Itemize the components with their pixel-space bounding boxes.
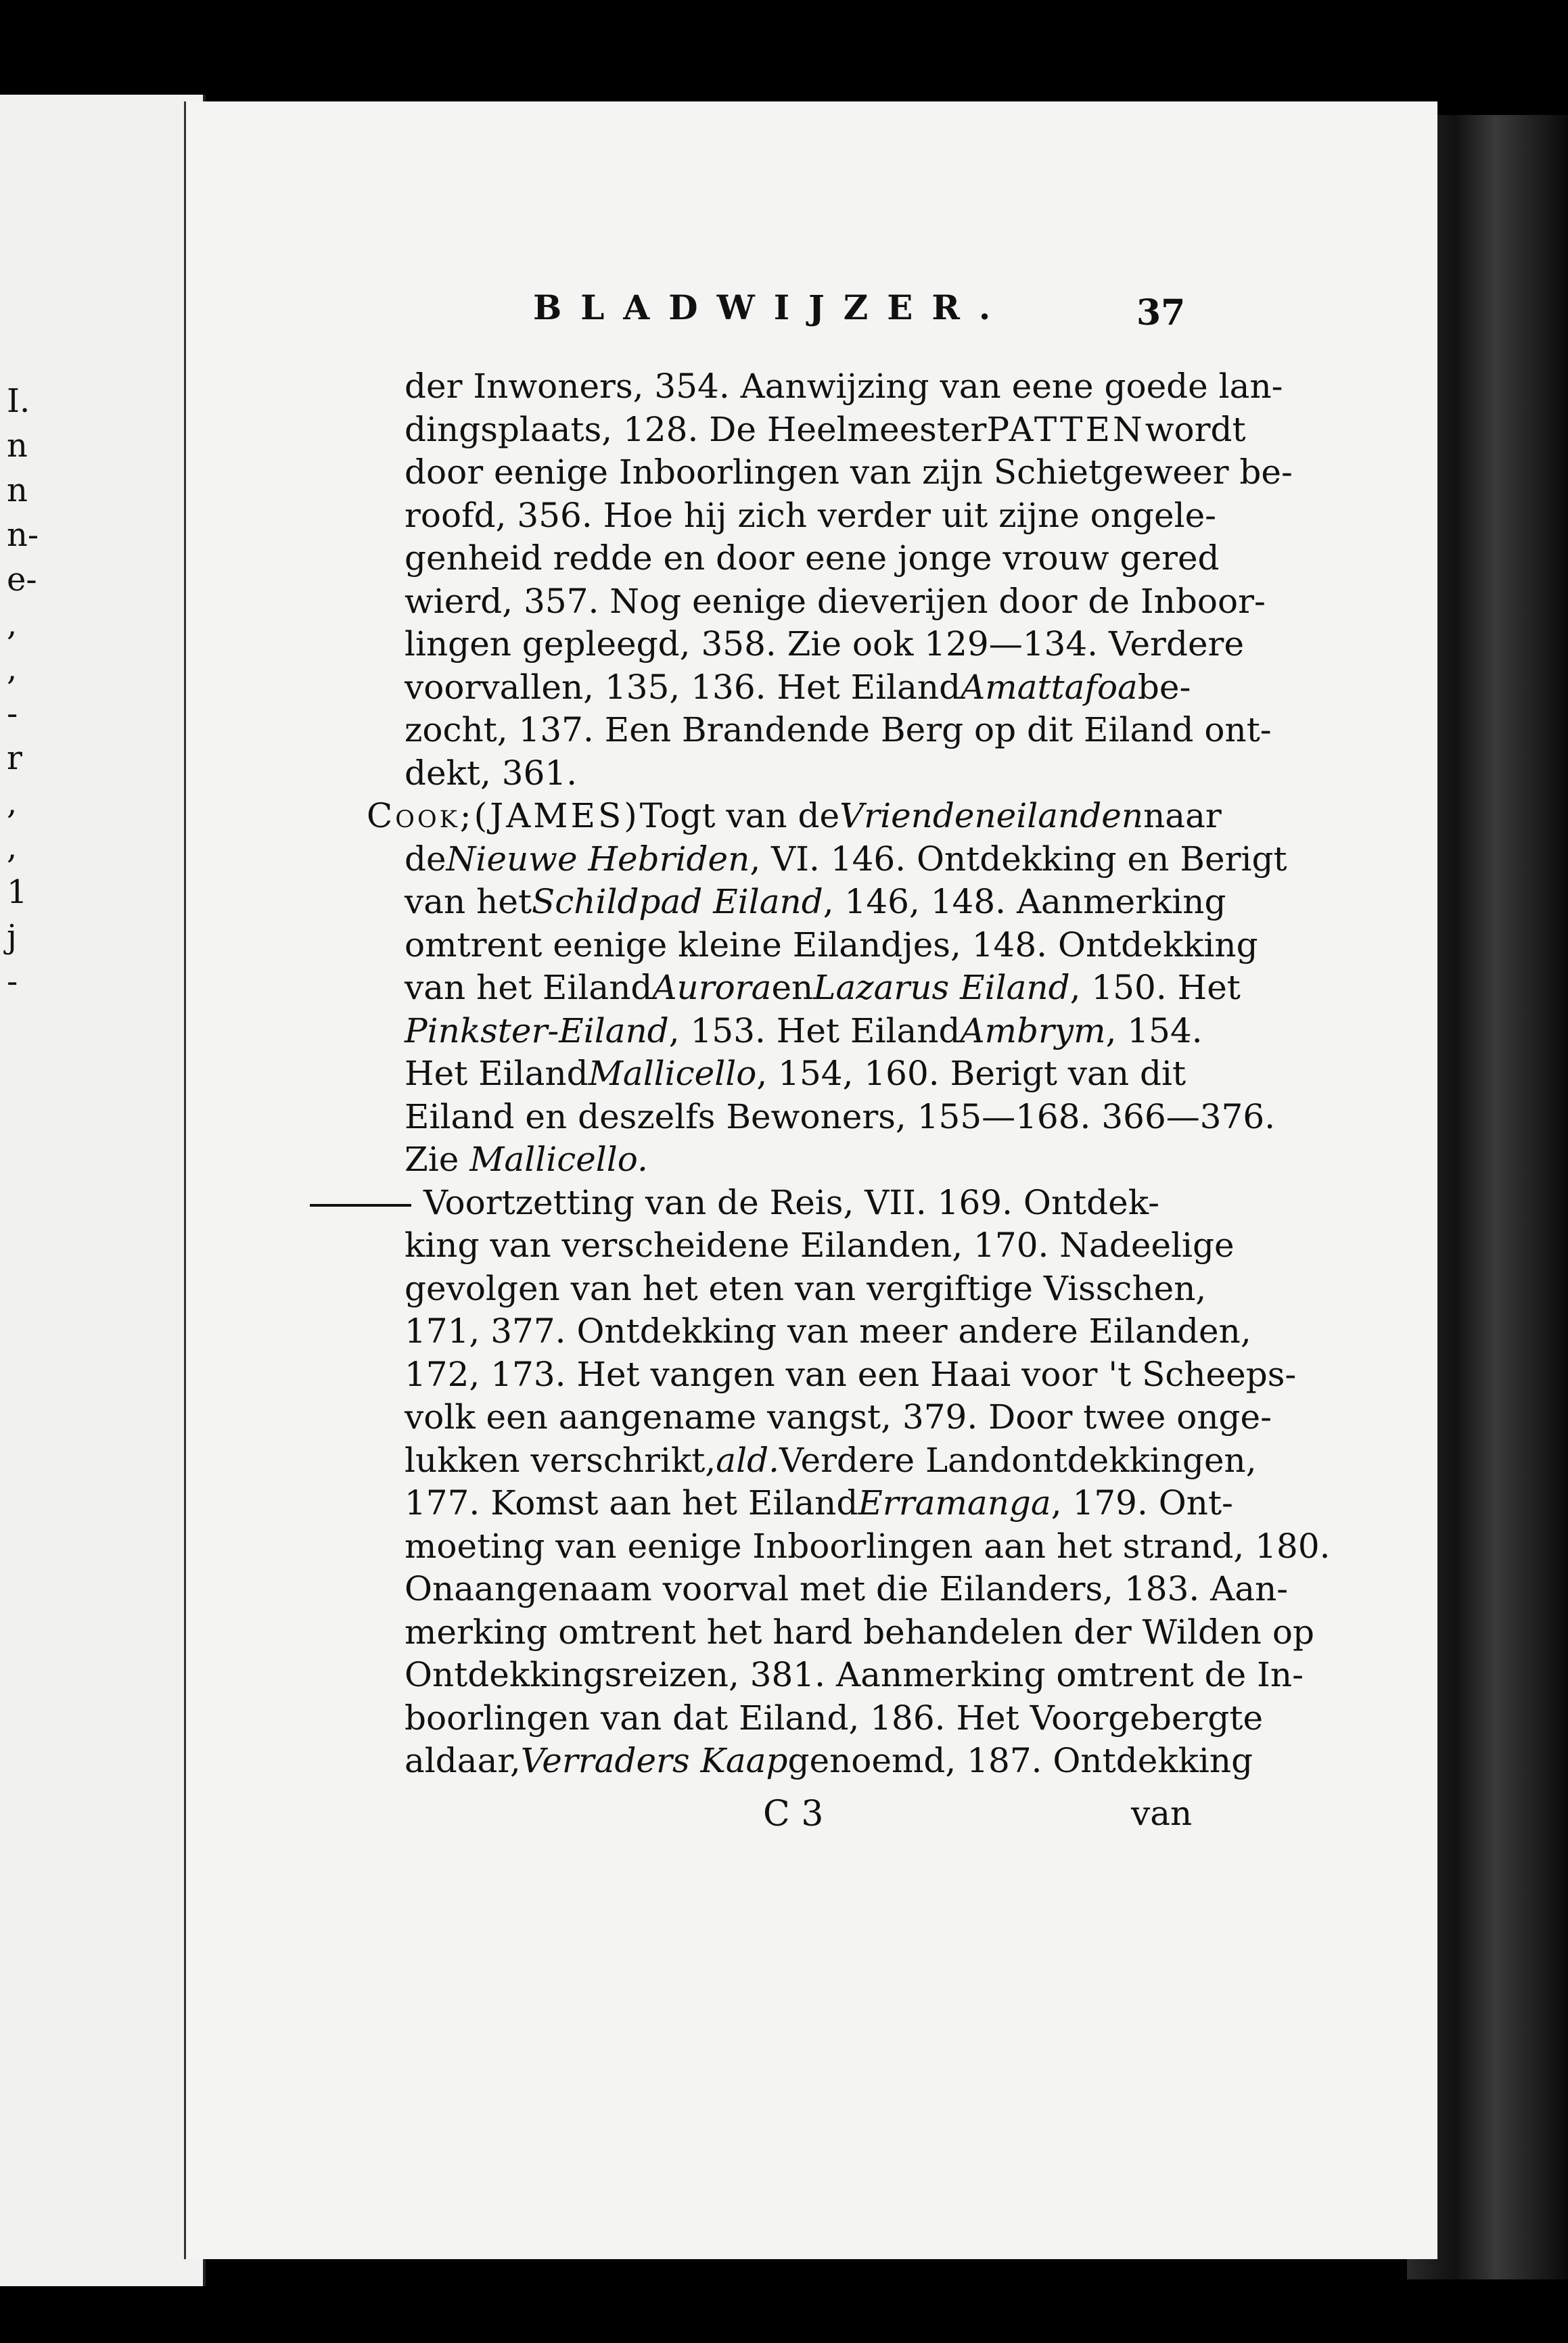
text-line — [405, 451, 1293, 494]
name-smallcaps: PATTEN — [986, 409, 1145, 449]
text-line — [405, 924, 1258, 967]
place-name-italic: Pinkster-Eiland — [405, 1011, 669, 1050]
text-line — [405, 1654, 1304, 1697]
line-text: wordt — [1145, 409, 1246, 449]
line-text: lingen gepleegd, 358. Zie ook 129—134. Verdere — [405, 624, 1245, 664]
previous-page-text-fragments — [7, 379, 39, 1004]
text-line — [405, 1568, 1289, 1611]
text-line — [405, 1096, 1276, 1139]
text-line — [405, 1310, 1251, 1353]
line-text: omtrent eenige kleine Eilandjes, 148. Ontdekking — [405, 925, 1258, 965]
line-text: door eenige Inboorlingen van zijn Schietgeweer be- — [405, 453, 1293, 492]
place-name-italic: Amattafoa — [961, 667, 1138, 707]
line-text: king van verscheidene Eilanden, 170. Nadeelige — [405, 1226, 1235, 1265]
line-text: lukken verschrikt, — [405, 1440, 716, 1480]
line-text: aldaar, — [405, 1741, 521, 1780]
text-line — [405, 409, 1246, 452]
line-text: 172, 173. Het vangen van een Haai voor 't Scheeps- — [405, 1354, 1297, 1394]
line-text: wierd, 357. Nog eenige dieverijen door de Inboor- — [405, 581, 1266, 621]
line-text: van het Eiland — [405, 968, 653, 1007]
place-name-italic: Mallicello. — [469, 1140, 648, 1179]
line-text: van het — [405, 882, 532, 921]
text-line — [405, 752, 1181, 795]
text-line — [405, 494, 1217, 538]
fragment: j — [7, 918, 17, 956]
line-text: 177. Komst aan het Eiland — [405, 1483, 858, 1523]
line-text: Voortzetting van de Reis, VII. 169. Ontdek- — [423, 1182, 1160, 1222]
line-text: voorvallen, 135, 136. Het Eiland — [405, 667, 961, 707]
text-line — [405, 580, 1266, 624]
line-text: der Inwoners, 354. Aanwijzing van eene goede lan- — [405, 367, 1283, 406]
line-text: genheid redde en door eene jonge vrouw gered — [405, 538, 1220, 578]
entry-dash — [310, 1204, 411, 1207]
text-line — [405, 1396, 1272, 1439]
previous-page-edge — [0, 95, 206, 2286]
fragment: I. — [7, 382, 30, 420]
line-text: merking omtrent het hard behandelen der Wilden op — [405, 1612, 1314, 1652]
text-line — [405, 1525, 1331, 1569]
signature-mark: C 3 — [763, 1794, 824, 1834]
line-text: gevolgen van het eten van vergiftige Visschen, — [405, 1268, 1207, 1308]
text-line — [405, 537, 1220, 580]
entry-heading: Cook; — [367, 796, 474, 835]
line-text: naar — [1143, 796, 1222, 835]
fragment: , — [7, 605, 18, 643]
entry-heading-forename: (JAMES) — [474, 796, 640, 835]
page-number: 37 — [1136, 292, 1186, 333]
line-text: be- — [1137, 667, 1191, 707]
text-line — [405, 1010, 1203, 1053]
line-text: , VI. 146. Ontdekking en Berigt — [750, 839, 1287, 879]
text-line — [405, 1482, 1233, 1525]
fragment: - — [7, 962, 18, 1000]
line-text: genoemd, 187. Ontdekking — [787, 1741, 1253, 1780]
line-text: , 179. Ont- — [1051, 1483, 1233, 1523]
line-text: Ontdekkingsreizen, 381. Aanmerking omtrent de In- — [405, 1655, 1304, 1694]
fragment: n- — [7, 516, 39, 554]
line-text: en — [771, 968, 814, 1007]
text-line — [405, 1439, 1257, 1483]
line-text: roofd, 356. Hoe hij zich verder uit zijne ongele- — [405, 495, 1217, 535]
line-text: , 154. — [1105, 1011, 1203, 1050]
text-line — [405, 1697, 1264, 1740]
catchword: van — [1131, 1794, 1193, 1833]
fragment: n — [7, 471, 28, 509]
line-text: volk een aangename vangst, 379. Door twee onge- — [405, 1397, 1272, 1437]
place-name-italic: Aurora — [652, 968, 772, 1007]
text-line — [405, 1268, 1207, 1311]
fragment: , — [7, 784, 18, 822]
text-line — [405, 1138, 1181, 1182]
text-line — [405, 1052, 1186, 1096]
line-text: , 146, 148. Aanmerking — [823, 882, 1226, 921]
text-line — [405, 623, 1245, 666]
running-head: BLADWIJZER. — [533, 287, 1010, 327]
place-name-italic: Nieuwe Hebriden — [446, 839, 750, 879]
text-line — [405, 1224, 1235, 1268]
fragment: r — [7, 739, 22, 777]
text-line — [405, 709, 1272, 752]
text-line — [405, 838, 1287, 881]
line-text: zocht, 137. Een Brandende Berg op dit Eiland ont- — [405, 710, 1272, 749]
line-text: dekt, 361. — [405, 753, 578, 793]
place-name-italic: Vriendeneilanden — [839, 796, 1144, 835]
text-line — [405, 1740, 1253, 1783]
abbreviation-italic: ald. — [716, 1440, 779, 1480]
place-name-italic: Schildpad Eiland — [532, 882, 823, 921]
place-name-italic: Lazarus Eiland — [813, 968, 1070, 1007]
text-line — [405, 1611, 1314, 1654]
text-line — [405, 365, 1283, 409]
line-text: , 150. Het — [1069, 968, 1241, 1007]
line-text: boorlingen van dat Eiland, 186. Het Voorgebergte — [405, 1698, 1264, 1738]
text-line — [405, 881, 1226, 924]
line-text: Onaangenaam voorval met die Eilanders, 183. Aan- — [405, 1569, 1289, 1608]
line-text: , 153. Het Eiland — [668, 1011, 961, 1050]
text-line — [405, 967, 1241, 1010]
continuation-entry-line — [405, 1182, 1181, 1225]
fragment: , — [7, 650, 18, 688]
text-line — [405, 1353, 1297, 1397]
line-text: moeting van eenige Inboorlingen aan het strand, 180. — [405, 1526, 1331, 1566]
line-text: dingsplaats, 128. De Heelmeester — [405, 409, 987, 449]
line-text: Verdere Landontdekkingen, — [779, 1440, 1257, 1480]
fragment: e- — [7, 561, 37, 599]
line-text: de — [405, 839, 446, 879]
line-text: Eiland en deszelfs Bewoners, 155—168. 366—376. — [405, 1096, 1276, 1136]
place-name-italic: Verraders Kaap — [520, 1741, 788, 1780]
line-text: Togt van de — [639, 796, 840, 835]
index-entries — [367, 365, 1331, 1783]
fragment: 1 — [7, 873, 28, 911]
entry-heading-line — [367, 795, 1222, 838]
line-text: 171, 377. Ontdekking van meer andere Eilanden, — [405, 1312, 1251, 1351]
line-text: , 154, 160. Berigt van dit — [756, 1054, 1186, 1093]
text-line — [405, 666, 1191, 710]
fragment: , — [7, 829, 18, 866]
line-text: Het Eiland — [405, 1054, 589, 1093]
line-text: Zie — [405, 1140, 459, 1179]
place-name-italic: Ambrym — [960, 1011, 1106, 1050]
place-name-italic: Mallicello — [588, 1054, 757, 1093]
fragment: n — [7, 427, 28, 465]
fragment: - — [7, 695, 18, 733]
place-name-italic: Erramanga — [858, 1483, 1051, 1523]
